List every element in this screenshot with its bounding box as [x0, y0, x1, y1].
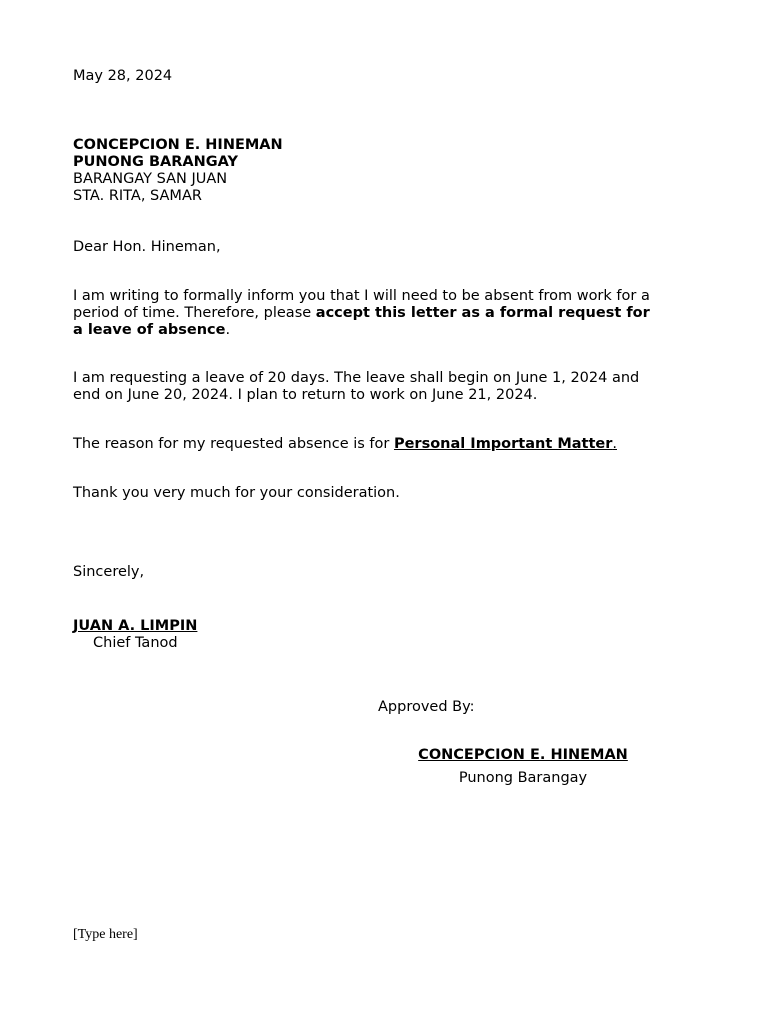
paragraph-dates	[73, 370, 698, 404]
paragraph-dates-line2: end on June 20, 2024. I plan to return to work on June 21, 2024.	[73, 387, 538, 403]
signatory-name: JUAN A. LIMPIN	[73, 618, 198, 634]
approval-block	[383, 744, 663, 790]
salutation: Dear Hon. Hineman,	[73, 239, 221, 255]
valediction: Sincerely,	[73, 564, 145, 580]
reason-prefix: The reason for my requested absence is for	[73, 436, 394, 452]
paragraph-intro-line2	[73, 305, 698, 322]
reason-suffix: .	[612, 436, 617, 452]
recipient-address-line2: STA. RITA, SAMAR	[73, 188, 202, 204]
signatory-block	[73, 618, 698, 652]
paragraph-intro-line3	[73, 322, 698, 339]
paragraph-dates-line1: I am requesting a leave of 20 days. The leave shall begin on June 1, 2024 and	[73, 370, 640, 386]
formal-request-emphasis: accept this letter as a formal request for	[315, 305, 650, 321]
paragraph-intro-line2-text: period of time. Therefore, please	[73, 305, 316, 321]
reason-text: Personal Important Matter	[393, 436, 613, 452]
paragraph-reason	[73, 436, 698, 453]
recipient-name: CONCEPCION E. HINEMAN	[73, 137, 283, 153]
paragraph-intro-end: .	[225, 322, 231, 338]
signatory-position: Chief Tanod	[93, 635, 178, 651]
recipient-address-line1: BARANGAY SAN JUAN	[73, 171, 228, 187]
paragraph-intro-line1: I am writing to formally inform you that I will need to be absent from work for a	[73, 288, 650, 304]
approver-name: CONCEPCION E. HINEMAN	[418, 747, 628, 763]
paragraph-intro	[73, 288, 698, 339]
approver-position: Punong Barangay	[458, 770, 588, 786]
footer-placeholder[interactable]: [Type here]	[73, 927, 138, 942]
recipient-block	[73, 137, 698, 205]
approval-label: Approved By:	[378, 699, 475, 715]
leave-of-absence-emphasis: a leave of absence	[73, 322, 226, 338]
letter-date: May 28, 2024	[73, 68, 173, 84]
recipient-title: PUNONG BARANGAY	[73, 154, 238, 170]
closing-thanks: Thank you very much for your consideration.	[73, 485, 400, 501]
